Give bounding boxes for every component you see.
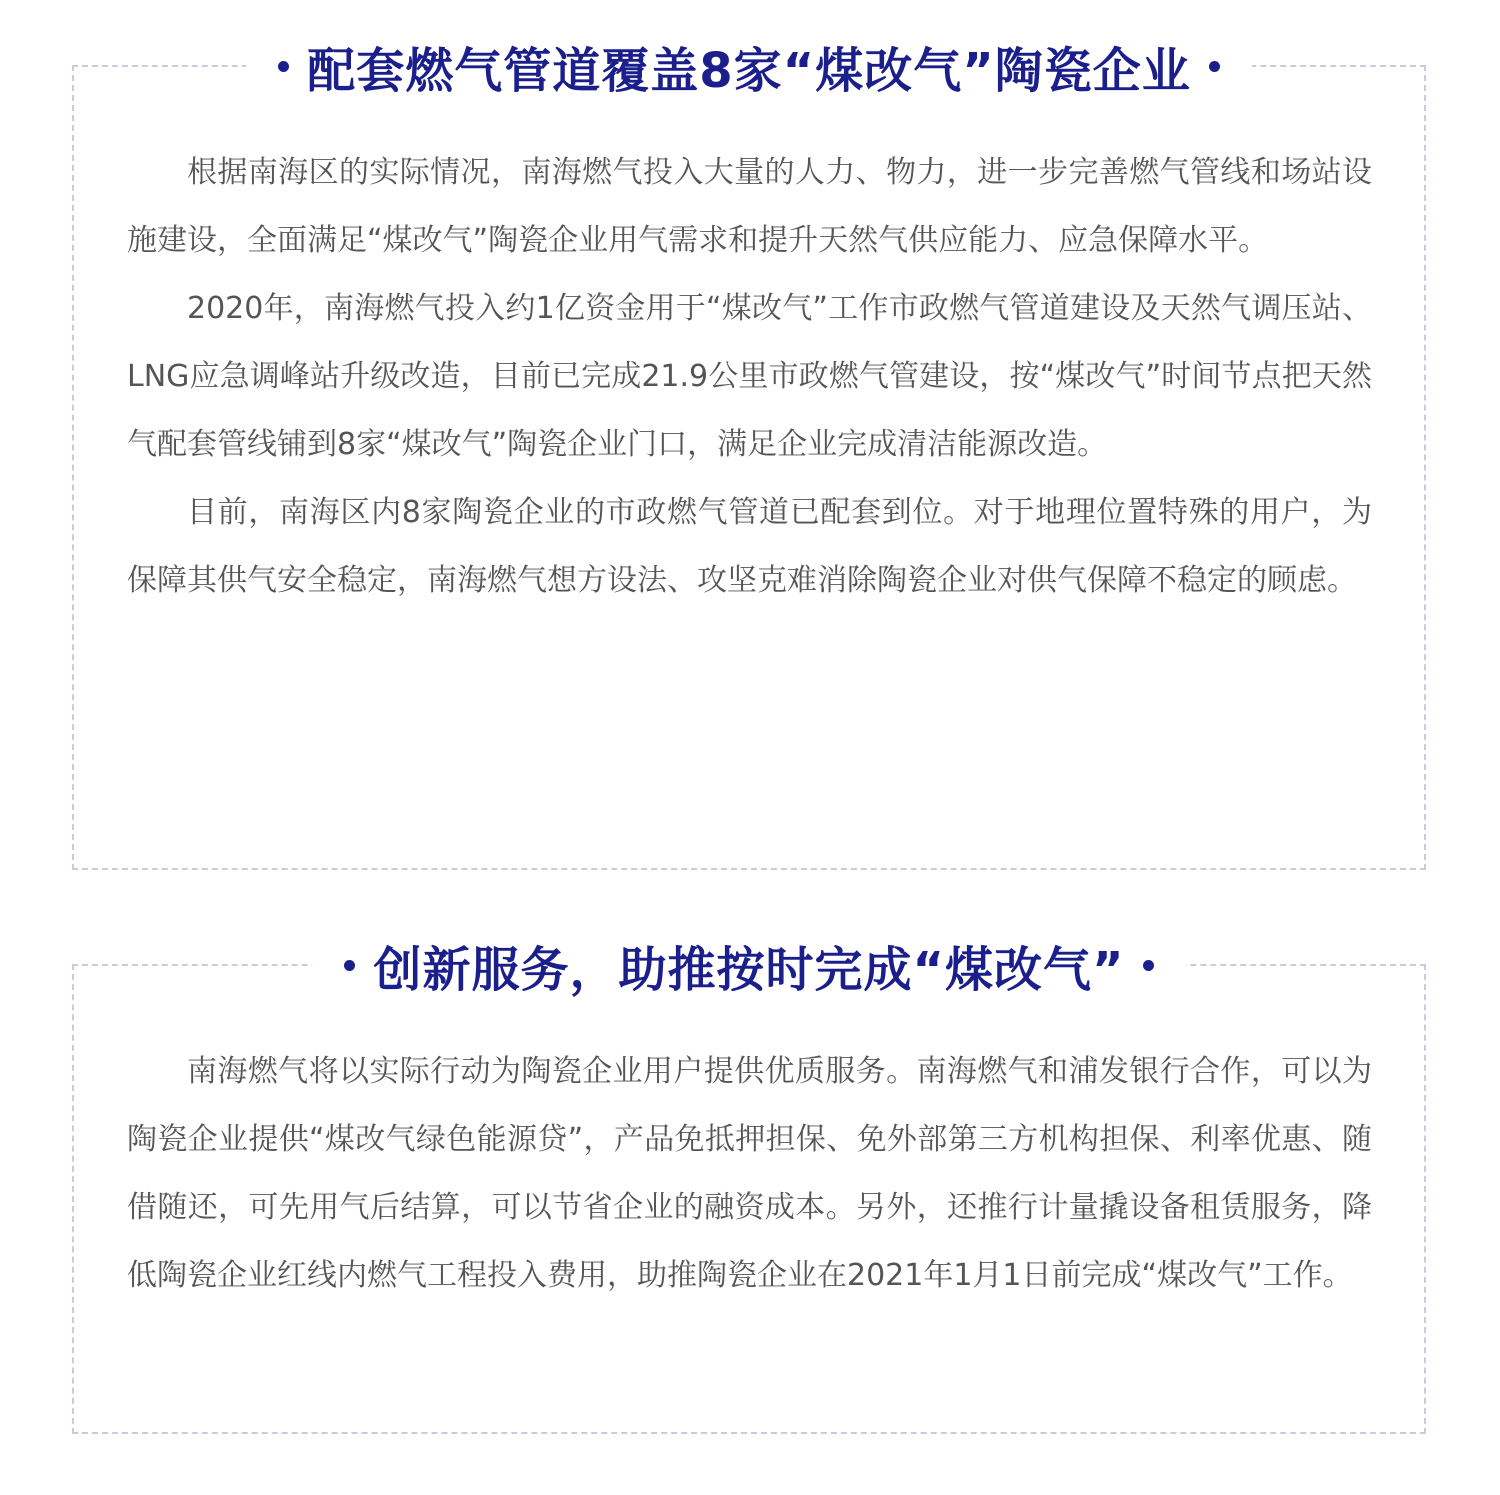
bullet-dot-icon xyxy=(1209,61,1220,72)
bullet-dot-icon xyxy=(344,960,355,971)
section-body xyxy=(127,139,1372,615)
paragraph: 2020年，南海燃气投入约1亿资金用于“煤改气”工作市政燃气管道建设及天然气调压站、LNG应急调峰站升级改造，目前已完成21.9公里市政燃气管建设，按“煤改气”时间节点把天然气配套管线铺到8家“煤改气”陶瓷企业门口，满足企业完成清洁能源改造。 xyxy=(127,291,1372,462)
paragraph: 南海燃气将以实际行动为陶瓷企业用户提供优质服务。南海燃气和浦发银行合作，可以为陶瓷企业提供“煤改气绿色能源贷”，产品免抵押担保、免外部第三方机构担保、利率优惠、随借随还，可先用气后结算，可以节省企业的融资成本。另外，还推行计量撬设备租赁服务，降低陶瓷企业红线内燃气工程投入费用，助推陶瓷企业在2021年1月1日前完成“煤改气”工作。 xyxy=(127,1054,1372,1293)
paragraph: 目前，南海区内8家陶瓷企业的市政燃气管道已配套到位。对于地理位置特殊的用户，为保障其供气安全稳定，南海燃气想方设法、攻坚克难消除陶瓷企业对供气保障不稳定的顾虑。 xyxy=(127,495,1372,598)
paragraph: 根据南海区的实际情况，南海燃气投入大量的人力、物力，进一步完善燃气管线和场站设施建设，全面满足“煤改气”陶瓷企业用气需求和提升天然气供应能力、应急保障水平。 xyxy=(127,155,1372,258)
section-title: 创新服务，助推按时完成“煤改气” xyxy=(373,941,1125,998)
bullet-dot-icon xyxy=(1143,960,1154,971)
section-pipeline-coverage xyxy=(72,42,1426,870)
section-heading xyxy=(74,928,1424,1002)
section-title: 配套燃气管道覆盖8家“煤改气”陶瓷企业 xyxy=(307,42,1191,99)
section-heading xyxy=(74,29,1424,103)
section-innovative-service xyxy=(72,941,1426,1434)
bullet-dot-icon xyxy=(278,61,289,72)
section-body xyxy=(127,1038,1372,1310)
